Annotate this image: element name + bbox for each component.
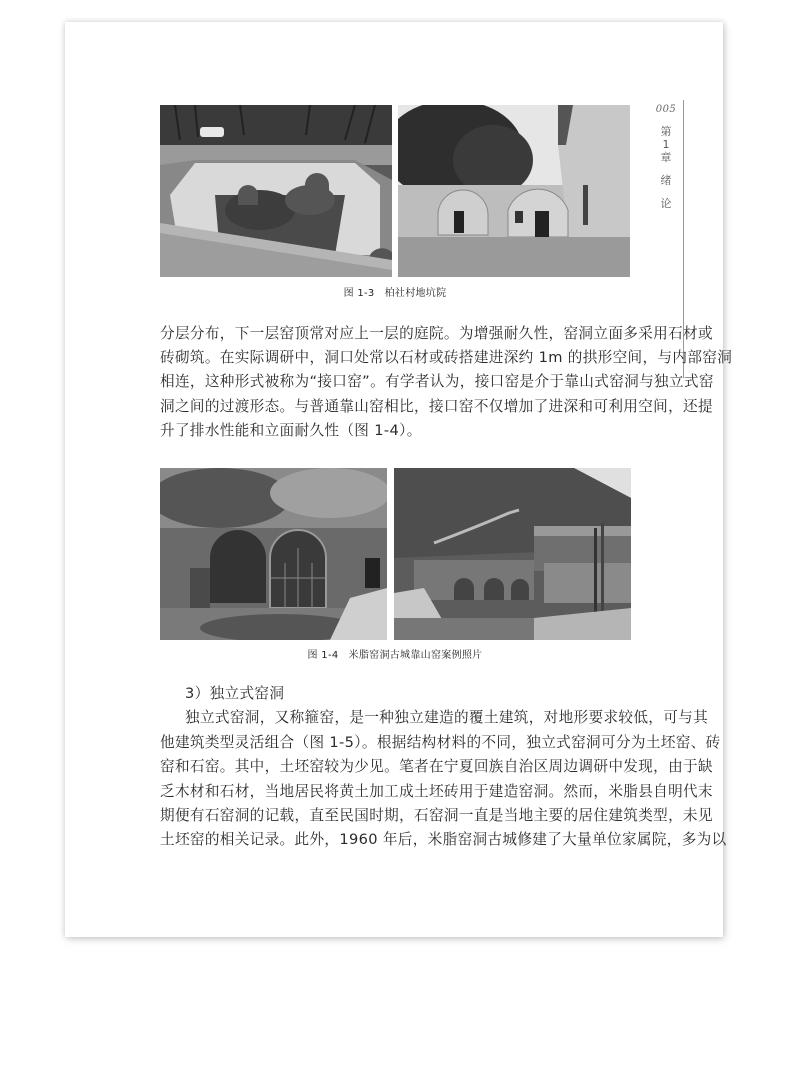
chapter-char: 论: [660, 197, 672, 210]
body-text-line: 洞之间的过渡形态。与普通靠山窑相比，接口窑不仅增加了进深和可利用空间，还提: [160, 398, 713, 415]
body-text-line: 乏木材和石材，当地居民将黄土加工成土坯砖用于建造窑洞。然而，米脂县自明代末: [160, 783, 713, 800]
body-text-line: 他建筑类型灵活组合（图 1-5）。根据结构材料的不同，独立式窑洞可分为土坯窑、砖: [160, 734, 721, 751]
body-text-line: 相连，这种形式被称为“接口窑”。有学者认为，接口窑是介于靠山式窑洞与独立式窑: [160, 373, 714, 390]
body-text-line: 升了排水性能和立面耐久性（图 1-4）。: [160, 422, 422, 439]
figure-1-4-photo-left: [160, 468, 387, 640]
chapter-char: 章: [660, 151, 672, 164]
running-header: [648, 104, 684, 210]
body-text-line: 分层分布，下一层窑顶常对应上一层的庭院。为增强耐久性，窑洞立面多采用石材或: [160, 325, 713, 342]
page-number: 005: [655, 104, 677, 115]
figure-1-3-photo-left: [160, 105, 392, 277]
figure-title: 柏社村地坑院: [384, 288, 447, 299]
figure-1-4-caption: [285, 646, 505, 661]
body-text-line: 独立式窑洞，又称箍窑，是一种独立建造的覆土建筑，对地形要求较低，可与其: [185, 709, 709, 726]
chapter-char: 第: [660, 125, 672, 138]
figure-1-4-photo-right: [394, 468, 631, 640]
chapter-char: 1: [662, 138, 670, 151]
figure-label: 图 1-3: [343, 288, 375, 299]
chapter-marker: [648, 125, 684, 210]
figure-1-3-caption: [300, 284, 490, 299]
figure-label: 图 1-4: [307, 650, 339, 661]
body-text-line: 砖砌筑。在实际调研中，洞口处常以石材或砖搭建进深约 1m 的拱形空间，与内部窑洞: [160, 349, 733, 366]
body-text-line: 期便有石窑洞的记载，直至民国时期，石窑洞一直是当地主要的居住建筑类型，未见: [160, 807, 713, 824]
body-text-line: 土坯窑的相关记录。此外，1960 年后，米脂窑洞古城修建了大量单位家属院，多为以: [160, 831, 727, 848]
section-heading: 3）独立式窑洞: [185, 685, 285, 702]
figure-1-3-photo-right: [398, 105, 630, 277]
chapter-char: 绪: [660, 174, 672, 187]
body-text-line: 窑和石窑。其中，土坯窑较为少见。笔者在宁夏回族自治区周边调研中发现，由于缺: [160, 758, 713, 775]
figure-title: 米脂窑洞古城靠山窑案例照片: [348, 650, 483, 661]
